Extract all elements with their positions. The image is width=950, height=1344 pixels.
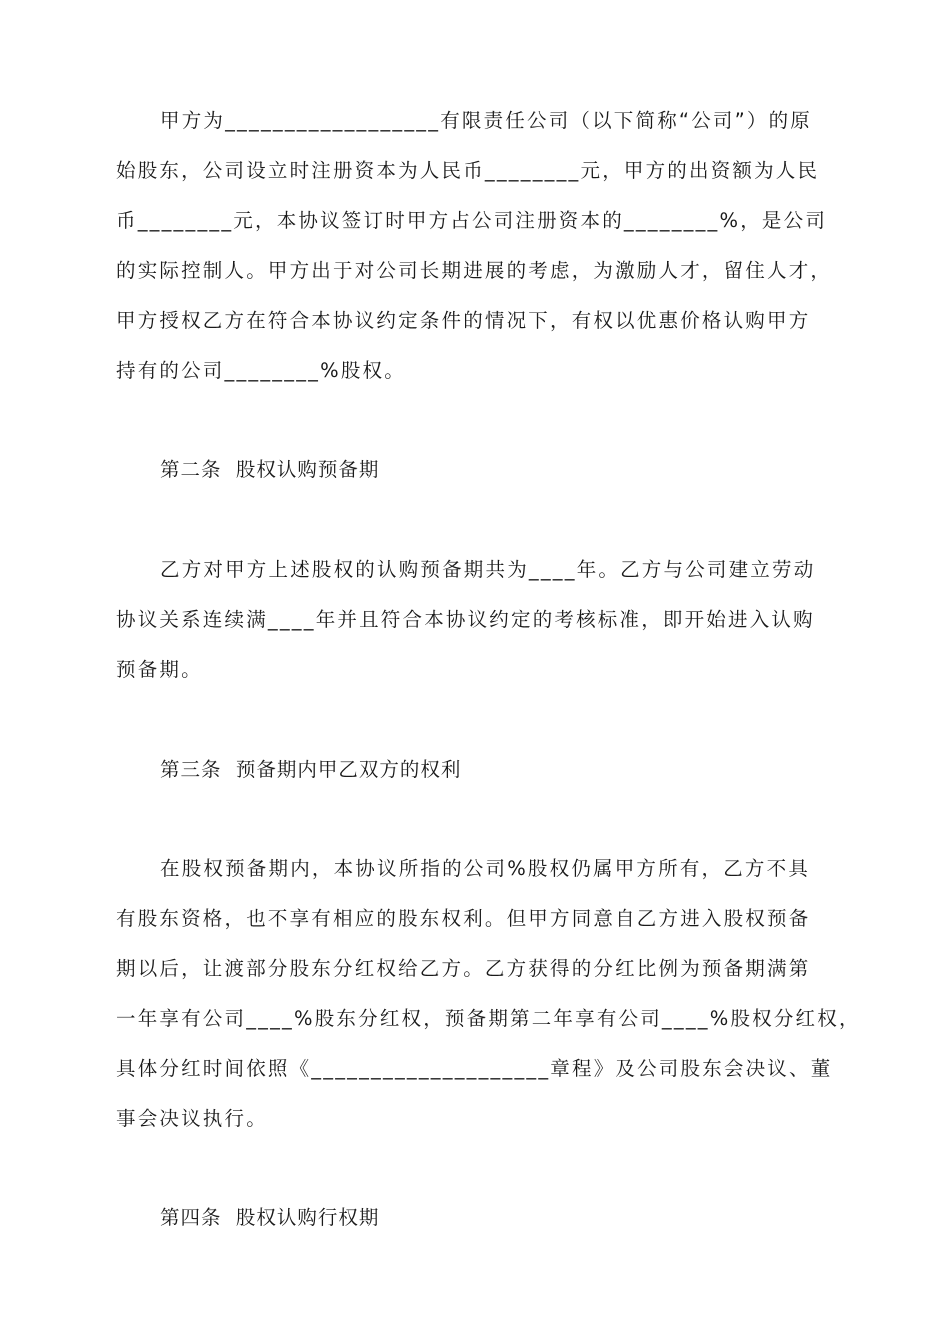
paragraph-3-line-6: 事会决议执行。 — [116, 1107, 268, 1130]
paragraph-1-line-5: 甲方授权乙方在符合本协议约定条件的情况下，有权以优惠价格认购甲方 — [116, 309, 811, 332]
paragraph-1-line-1: 甲方为__________________有限责任公司（以下简称“公司”）的原 — [160, 109, 813, 132]
paragraph-3-line-1: 在股权预备期内，本协议所指的公司%股权仍属甲方所有，乙方不具 — [160, 857, 811, 880]
paragraph-2-line-3: 预备期。 — [116, 658, 203, 681]
paragraph-1-line-4: 的实际控制人。甲方出于对公司长期进展的考虑，为激励人才，留住人才， — [116, 259, 833, 282]
paragraph-3-line-2: 有股东资格，也不享有相应的股东权利。但甲方同意自乙方进入股权预备 — [116, 907, 811, 930]
paragraph-1-line-3: 币________元，本协议签订时甲方占公司注册资本的________%，是公司 — [116, 209, 828, 232]
paragraph-2-line-1: 乙方对甲方上述股权的认购预备期共为____年。乙方与公司建立劳动 — [160, 558, 816, 581]
paragraph-1-line-2: 始股东，公司设立时注册资本为人民币________元，甲方的出资额为人民 — [116, 159, 820, 182]
article-3-heading: 第三条 预备期内甲乙双方的权利 — [160, 758, 462, 781]
paragraph-3-line-5: 具体分红时间依照《____________________章程》及公司股东会决议、董 — [116, 1057, 833, 1080]
paragraph-1-line-6: 持有的公司________%股权。 — [116, 359, 406, 382]
paragraph-3-line-3: 期以后，让渡部分股东分红权给乙方。乙方获得的分红比例为预备期满第 — [116, 957, 811, 980]
article-2-heading: 第二条 股权认购预备期 — [160, 458, 380, 481]
paragraph-3-line-4: 一年享有公司____%股东分红权，预备期第二年享有公司____%股权分红权， — [116, 1007, 861, 1030]
article-4-heading: 第四条 股权认购行权期 — [160, 1206, 380, 1229]
paragraph-2-line-2: 协议关系连续满____年并且符合本协议约定的考核标准，即开始进入认购 — [116, 608, 815, 631]
